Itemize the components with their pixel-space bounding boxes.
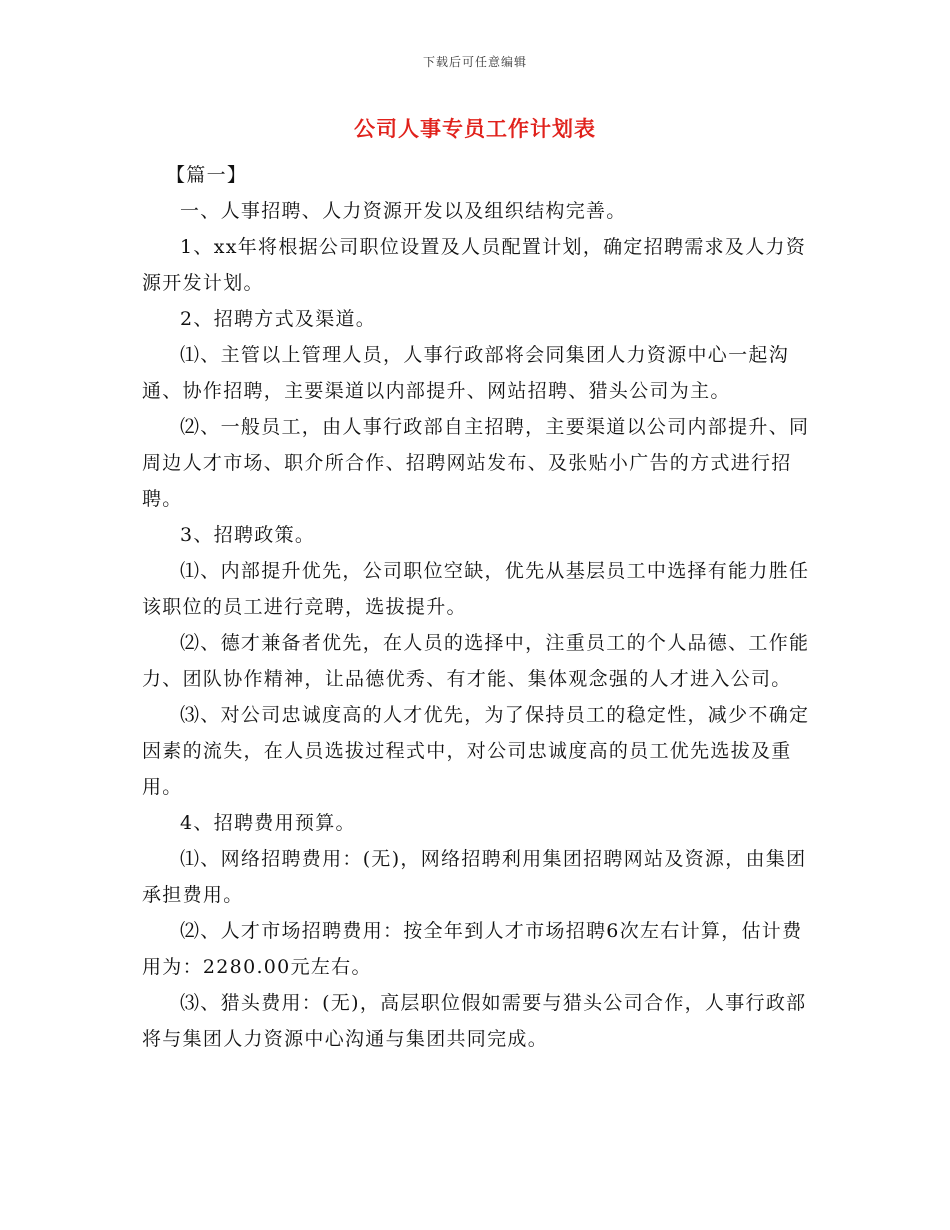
paragraph: ⑵、人才市场招聘费用：按全年到人才市场招聘6次左右计算，估计费用为：2280.00元左右。: [142, 920, 803, 978]
paragraph: 4、招聘费用预算。: [180, 812, 356, 834]
paragraph: 3、招聘政策。: [180, 524, 316, 546]
paragraph: 2、招聘方式及渠道。: [180, 308, 377, 330]
paragraph: 一、人事招聘、人力资源开发以及组织结构完善。: [180, 200, 627, 222]
paragraph: ⑵、德才兼备者优先，在人员的选择中，注重员工的个人品德、工作能力、团队协作精神，让品德优秀、有才能、集体观念强的人才进入公司。: [142, 632, 810, 690]
paragraph: ⑴、网络招聘费用：(无)，网络招聘利用集团招聘网站及资源，由集团承担费用。: [142, 848, 807, 906]
paragraph: ⑵、一般员工，由人事行政部自主招聘，主要渠道以公司内部提升、同周边人才市场、职介所合作、招聘网站发布、及张贴小广告的方式进行招聘。: [142, 416, 810, 510]
paragraph: ⑶、对公司忠诚度高的人才优先，为了保持员工的稳定性，减少不确定因素的流失，在人员选拔过程式中，对公司忠诚度高的员工优先选拔及重用。: [142, 704, 810, 798]
paragraph: ⑴、主管以上管理人员，人事行政部将会同集团人力资源中心一起沟通、协作招聘，主要渠道以内部提升、网站招聘、猎头公司为主。: [142, 344, 790, 402]
header-note: 下载后可任意编辑: [422, 55, 527, 69]
paragraph: ⑶、猎头费用：(无)，高层职位假如需要与猎头公司合作，人事行政部将与集团人力资源中心沟通与集团共同完成。: [142, 992, 807, 1050]
section-heading: 【篇一】: [166, 164, 248, 186]
document-title: 公司人事专员工作计划表: [354, 116, 596, 141]
paragraph: ⑴、内部提升优先，公司职位空缺，优先从基层员工中选择有能力胜任该职位的员工进行竞聘，选拔提升。: [142, 560, 810, 618]
paragraph: 1、xx年将根据公司职位设置及人员配置计划，确定招聘需求及人力资源开发计划。: [142, 236, 807, 294]
document-body: [142, 157, 814, 1057]
